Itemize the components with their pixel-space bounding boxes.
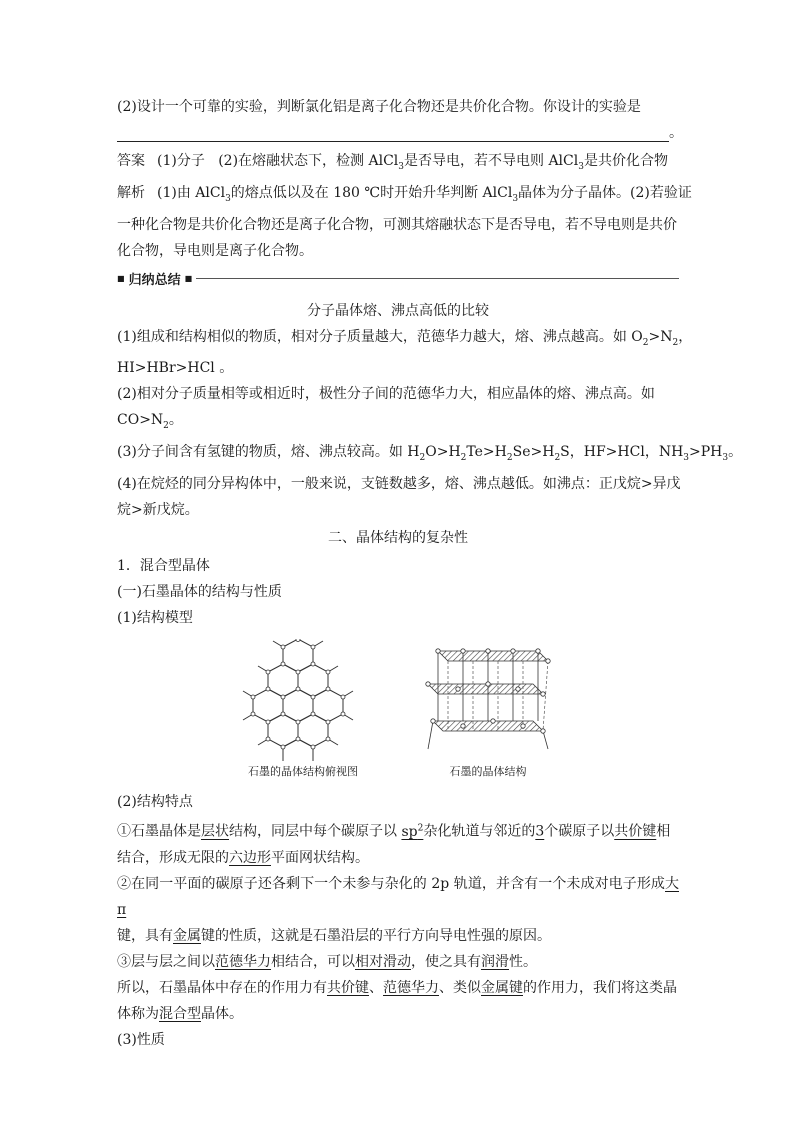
caption-top-view: 石墨的晶体结构俯视图 xyxy=(248,764,358,778)
figure-top-view xyxy=(238,639,368,789)
caption-crystal-structure: 石墨的晶体结构 xyxy=(449,764,527,778)
summary-item-4: (4)在烷烃的同分异构体中，一般来说，支链数越多，熔、沸点越低。如沸点：正戊烷>异戊 xyxy=(117,475,681,492)
summary-title: 归纳总结 xyxy=(128,273,181,289)
summary-heading: 分子晶体熔、沸点高低的比较 xyxy=(307,302,489,319)
heading-graphite: (一)石墨晶体的结构与性质 xyxy=(117,583,282,600)
analysis-label: 解析 xyxy=(117,184,145,201)
answer-line: 答案 (1)分子 (2)在熔融状态下，检测 AlCl$_3$是否导电，若不导电则 AlCl$_3$是共价化合物 xyxy=(117,153,668,172)
summary-item-1: (1)组成和结构相似的物质，相对分子质量越大，范德华力越大，熔、沸点越高。如 $O_2>N_2$， xyxy=(117,328,693,348)
answer-blank[interactable] xyxy=(117,127,669,142)
feature-summary: 所以，石墨晶体中存在的作用力有共价键、范德华力、类似金属键的作用力，我们将这类晶 体称为混合型晶体。 xyxy=(117,979,677,1022)
heading-structure-model: (1)结构模型 xyxy=(117,609,193,626)
feature-1: ①石墨晶体是层状结构，同层中每个碳原子以 $sp^2$杂化轨道与邻近的3个碳原子以共价键相 结合，形成无限的六边形平面网状结构。 xyxy=(117,822,671,866)
analysis-line-3: 化合物，导电则是离子化合物。 xyxy=(117,242,313,259)
heading-properties: (3)性质 xyxy=(117,1031,165,1048)
answer-blank-line: 。 xyxy=(117,120,679,142)
feature-3: ③层与层之间以范德华力相结合，可以相对滑动，使之具有润滑性。 xyxy=(117,953,537,970)
summary-item-1-cont: HI>HBr>HCl 。 xyxy=(117,360,234,377)
section-title: 二、晶体结构的复杂性 xyxy=(328,529,468,546)
square-icon: ■ xyxy=(184,274,193,284)
analysis-line-1: 解析 (1)由 AlCl$_3$的熔点低以及在 180 ℃时开始升华判断 AlCl$_3$晶体为分子晶体。(2)若验证 xyxy=(117,184,692,204)
heading-structure-features: (2)结构特点 xyxy=(117,793,193,810)
summary-header xyxy=(117,268,679,290)
summary-item-4-cont: 烷>新戊烷。 xyxy=(117,501,199,518)
graphite-figures xyxy=(117,639,679,789)
summary-rule xyxy=(196,278,679,279)
square-icon: ■ xyxy=(117,274,125,284)
document-page xyxy=(117,94,743,1053)
heading-mixed-crystal: 1．混合型晶体 xyxy=(117,557,210,574)
summary-item-2: (2)相对分子质量相等或相近时，极性分子间的范德华力大，相应晶体的熔、沸点高。如 xyxy=(117,386,655,403)
summary-item-2-cont: $CO>N_2$。 xyxy=(117,412,183,432)
graphite-layer-diagram xyxy=(418,639,558,761)
graphite-top-view-diagram xyxy=(238,639,368,761)
question-2: (2)设计一个可靠的实验，判断氯化铝是离子化合物还是共价化合物。你设计的实验是 xyxy=(117,99,641,115)
summary-item-3: (3)分子间含有氢键的物质，熔、沸点较高。如 $H_2O>H_2Te>H_2Se>H_2S$，HF>HCl，$NH_3>PH_3$。 xyxy=(117,444,743,463)
analysis-line-2: 一种化合物是共价化合物还是离子化合物，可测其熔融状态下是否导电，若不导电则是共价 xyxy=(117,216,677,233)
figure-crystal-structure xyxy=(418,639,558,789)
feature-2: ②在同一平面的碳原子还各剩下一个未参与杂化的 2p 轨道，并含有一个未成对电子形成大 π 键，具有金属键的性质，这就是石墨沿层的平行方向导电性强的原因。 xyxy=(117,875,679,944)
answer-label: 答案 xyxy=(117,153,145,169)
